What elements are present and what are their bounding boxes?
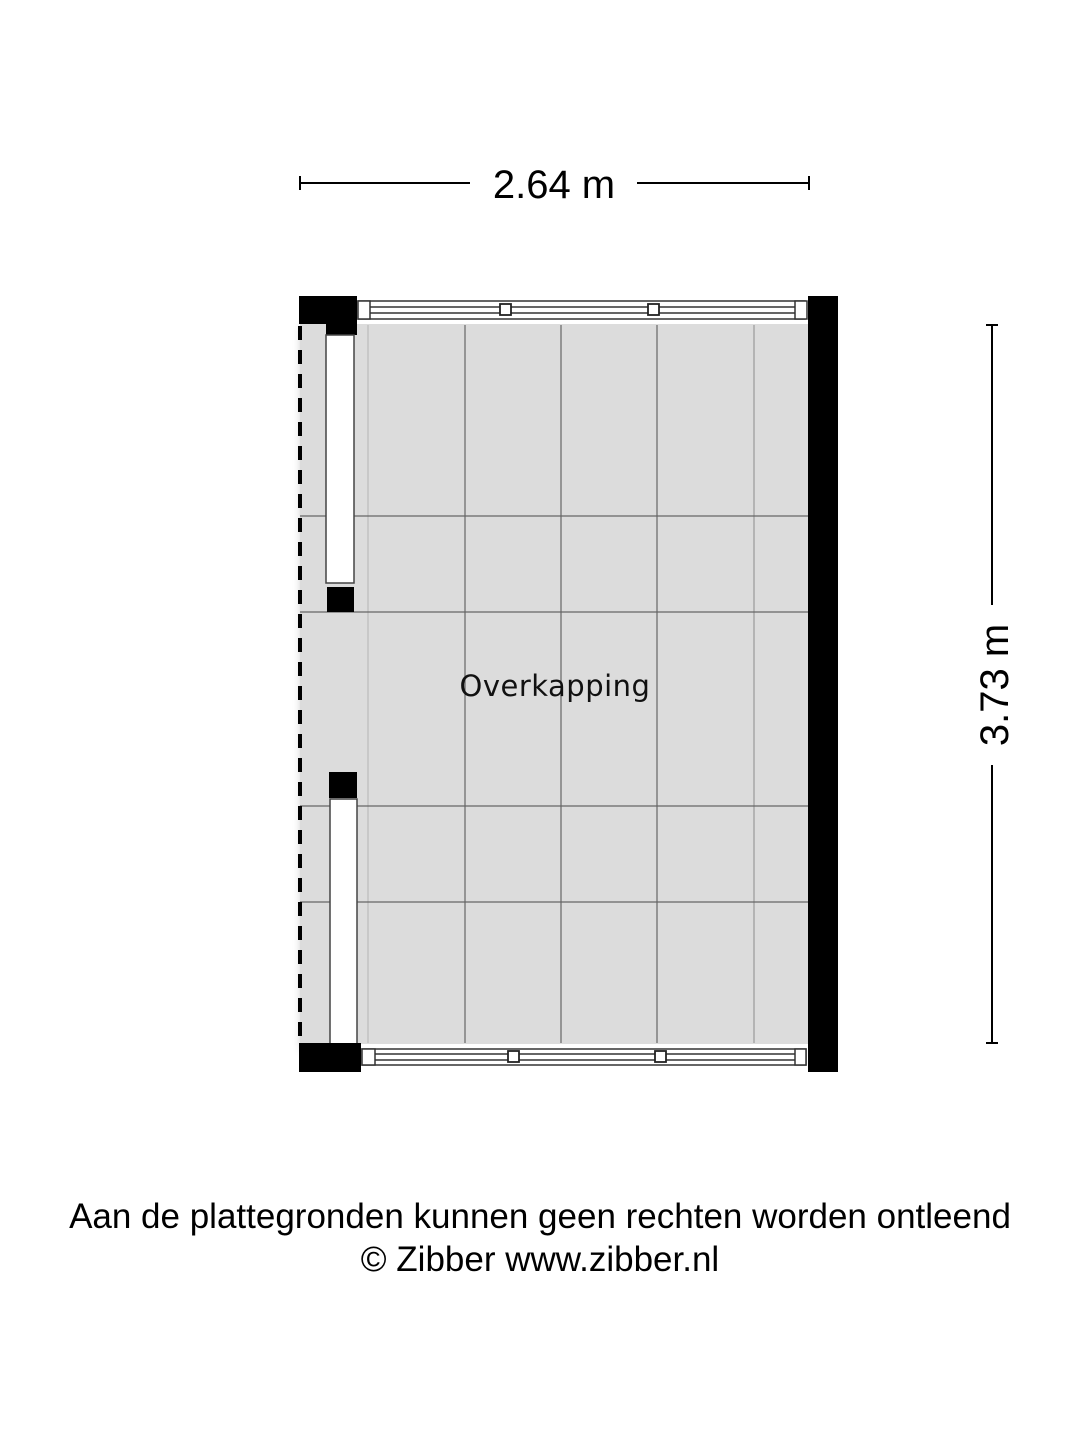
- lower-left-pillar: [299, 1043, 361, 1072]
- copyright-text: © Zibber www.zibber.nl: [360, 1240, 720, 1279]
- lower-left-glass-panel: [330, 799, 357, 1044]
- upper-panel-post: [327, 587, 354, 612]
- bottom-window: [360, 1044, 808, 1072]
- disclaimer-text: Aan de plattegronden kunnen geen rechten worden ontleend: [69, 1197, 1011, 1236]
- width-label: 2.64 m: [492, 163, 616, 207]
- upper-left-glass-panel: [326, 335, 354, 583]
- depth-dimension: [973, 325, 1017, 1043]
- lower-panel-post: [329, 772, 357, 798]
- top-window: [355, 298, 808, 324]
- depth-label: 3.73 m: [973, 623, 1017, 747]
- room-label: Overkapping: [459, 669, 651, 703]
- right-wall: [808, 296, 838, 1072]
- width-dimension: [300, 163, 809, 207]
